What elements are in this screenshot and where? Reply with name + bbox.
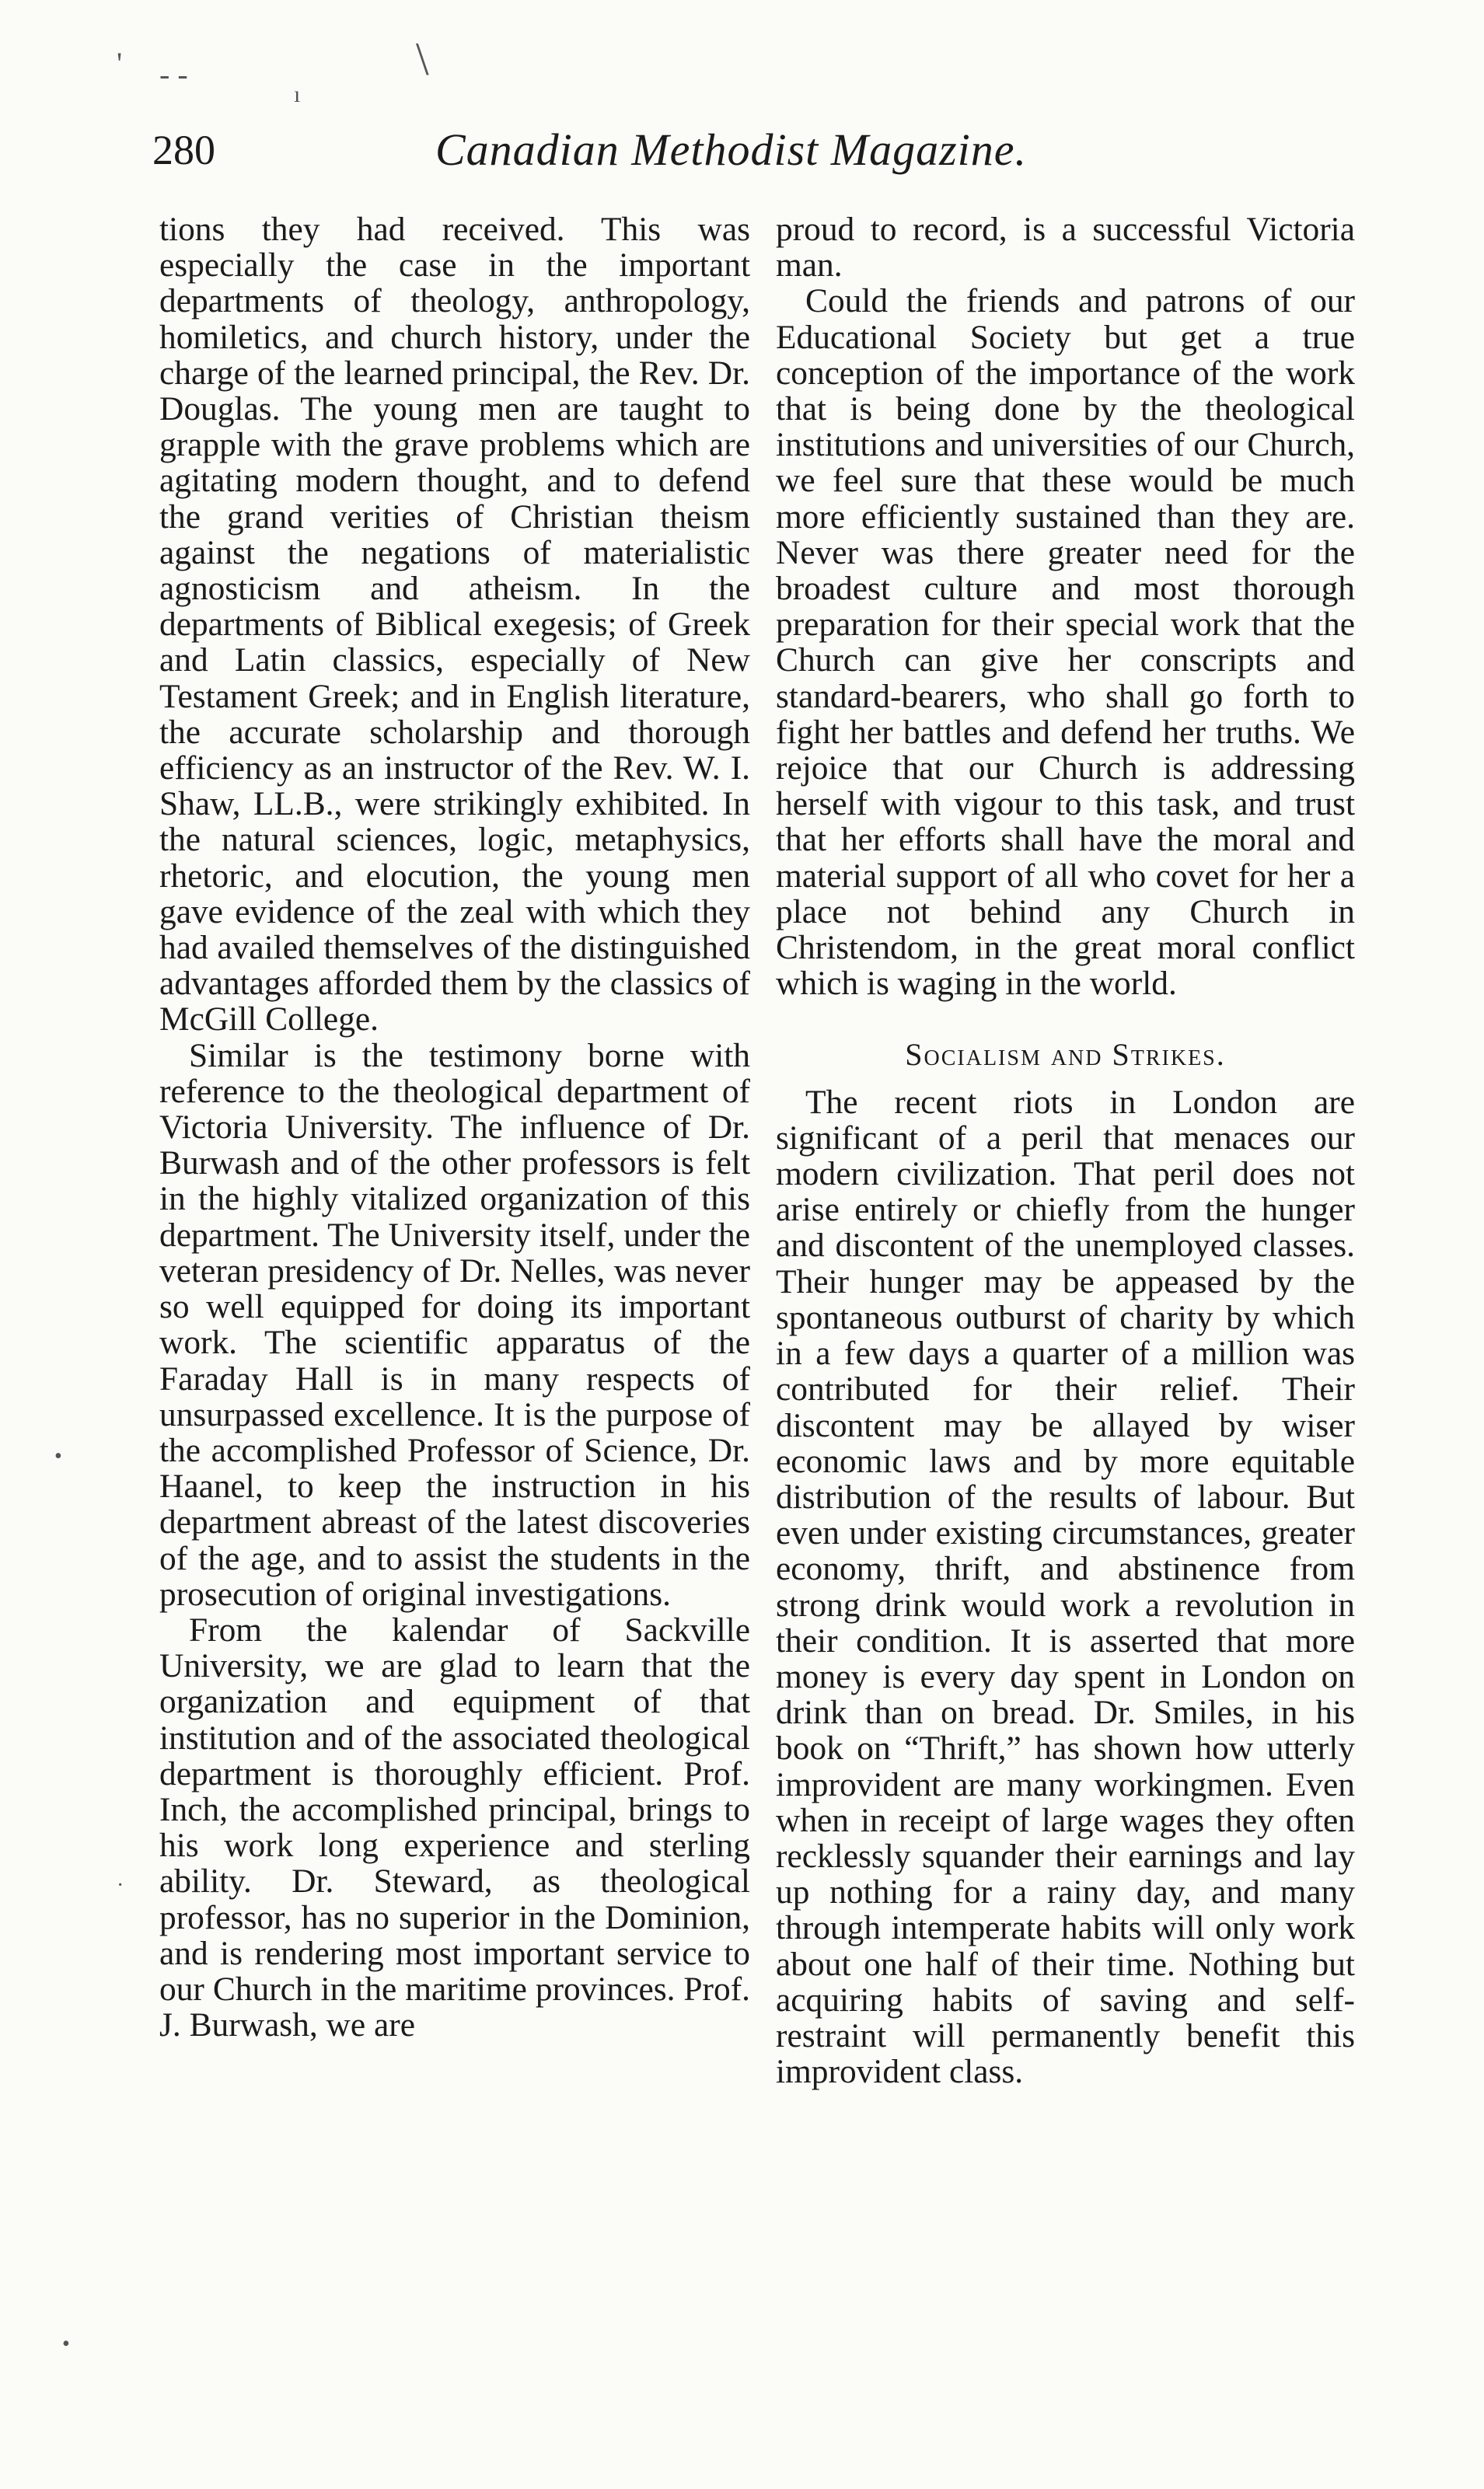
scan-mark: ı: [294, 82, 301, 107]
scan-mark: \: [416, 33, 429, 85]
running-title: Canadian Methodist Magazine.: [435, 124, 1028, 175]
paragraph: From the kalendar of Sackville University, we are glad to learn that the organization and equipment of that institution and of the associated theological department is thoroughly efficient. Prof. Inch, the accomplished principal, brings to his work long experience and sterling ability. Dr. Steward, as theological professor, has no superior in the Dominion, and is rendering most important service to our Church in the maritime provinces. Prof. J. Burwash, we are: [159, 1611, 750, 2044]
scan-mark: ·: [117, 1873, 124, 1897]
scan-mark: •: [54, 1444, 62, 1468]
paragraph: Similar is the testimony borne with reference to the theological department of Victoria University. The influence of Dr. Burwash and of the other professors is felt in the highly vitalized organization of this department. The University itself, under the veteran presidency of Dr. Nelles, was never so well equipped for doing its important work. The scientific apparatus of the Faraday Hall is in many respects of unsurpassed excellence. It is the purpose of the accomplished Professor of Science, Dr. Haanel, to keep the instruction in his department abreast of the latest discoveries of the age, and to assist the students in the prosecution of original investigations.: [159, 1036, 750, 1613]
page-number: 280: [152, 127, 215, 173]
section-heading: Socialism and Strikes.: [905, 1037, 1226, 1073]
scan-mark: - -: [159, 57, 188, 92]
right-column: [776, 211, 1355, 2089]
paragraph: proud to record, is a successful Victoria man.: [776, 211, 1355, 285]
paragraph: tions they had received. This was especially the case in the important departments of theology, anthropology, homiletics, and church history, under the charge of the learned principal, the Rev. Dr. Douglas. The young men are taught to grapple with the grave problems which are agitating modern thought, and to defend the grand verities of Christian theism against the negations of materialistic agnosticism and atheism. In the departments of Biblical exegesis; of Greek and Latin classics, especially of New Testament Greek; and in English literature, the accurate scholarship and thorough efficiency as an instructor of the Rev. W. I. Shaw, LL.B., were strikingly exhibited. In the natural sciences, logic, metaphysics, rhetoric, and elocution, the young men gave evidence of the zeal with which they had availed themselves of the distinguished advantages afforded them by the classics of McGill College.: [159, 211, 750, 1039]
paragraph: The recent riots in London are significant of a peril that menaces our modern civilization. That peril does not arise entirely or chiefly from the hunger and discontent of the unemployed classes. Their hunger may be appeased by the spontaneous outburst of charity by which in a few days a quarter of a million was contributed for their relief. Their discontent may be allayed by wiser economic laws and by more equitable distribution of the results of labour. But even under existing circumstances, greater economy, thrift, and abstinence from strong drink would work a revolution in their condition. It is asserted that more money is every day spent in London on drink than on bread. Dr. Smiles, in his book on “Thrift,” has shown how utterly improvident are many workingmen. Even when in receipt of large wages they often recklessly squander their earnings and lay up nothing for a rainy day, and many through intemperate habits will only work about one half of their time. Nothing but acquiring habits of saving and self-restraint will permanently benefit this improvident class.: [776, 1083, 1355, 2091]
scan-mark: ': [117, 46, 123, 81]
scan-mark: •: [62, 2332, 70, 2356]
left-column: [159, 211, 750, 2043]
paragraph: Could the friends and patrons of our Educational Society but get a true conception of the importance of the work that is being done by the theological institutions and universities of our Church, we feel sure that these would be much more efficiently sustained than they are. Never was there greater need for the broadest culture and most thorough preparation for their special work that the Church can give her conscripts and standard-bearers, who shall go forth to fight her battles and defend her truths. We rejoice that our Church is addressing herself with vigour to this task, and trust that her efforts shall have the moral and material support of all who covet for her a place not behind any Church in Christendom, in the great moral conflict which is waging in the world.: [776, 282, 1355, 1003]
